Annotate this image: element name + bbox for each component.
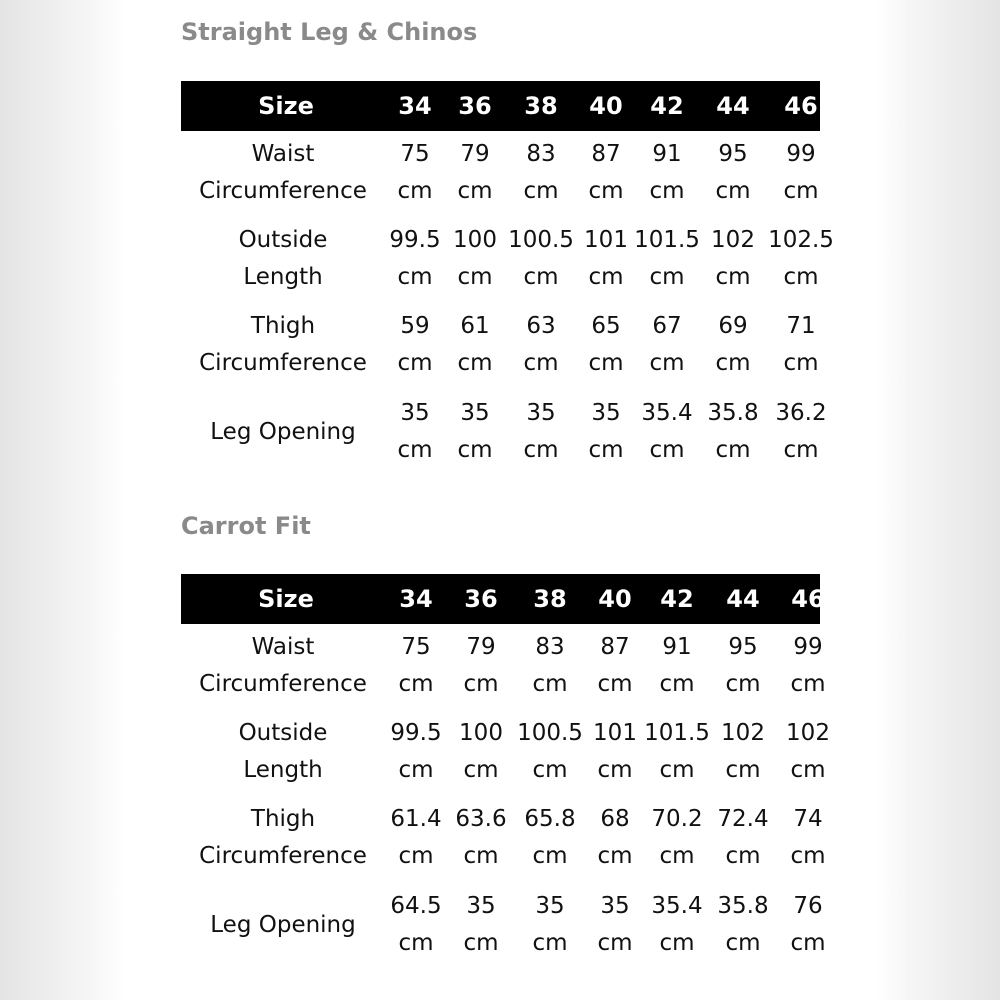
cell-value: 100: [459, 720, 503, 746]
cell-unit: cm: [649, 264, 685, 290]
cell-unit: cm: [398, 843, 434, 869]
cell-unit: cm: [463, 930, 499, 956]
row-label-line: Leg Opening: [210, 418, 356, 445]
cell-value: 35.4: [651, 893, 703, 919]
cell-unit: cm: [715, 264, 751, 290]
cell-unit: cm: [783, 437, 819, 463]
row-label: [181, 715, 385, 789]
cell-value: 75: [400, 141, 430, 167]
row-label-line: Waist: [251, 634, 315, 660]
header-size-42: 42: [650, 92, 684, 120]
cell-unit: cm: [588, 178, 624, 204]
row-label-line: Circumference: [199, 671, 367, 697]
table-cell: [775, 395, 826, 469]
cell-value: 95: [728, 634, 758, 660]
table-cell: [597, 629, 632, 703]
row-label: [181, 308, 385, 382]
cell-value: 101: [593, 720, 637, 746]
table-cell: [459, 715, 503, 789]
cell-unit: cm: [463, 843, 499, 869]
table-cell: [649, 308, 684, 382]
cell-unit: cm: [588, 437, 624, 463]
table-cell: [517, 715, 583, 789]
cell-value: 79: [460, 141, 490, 167]
cell-unit: cm: [659, 757, 695, 783]
cell-value: 35: [466, 893, 496, 919]
header-size-label: Size: [258, 92, 314, 120]
header-size-34: 34: [398, 92, 432, 120]
table-cell: [644, 715, 710, 789]
row-label-line: Circumference: [199, 350, 367, 376]
cell-value: 95: [718, 141, 748, 167]
cell-unit: cm: [457, 264, 493, 290]
size-table-carrot-fit: [181, 574, 830, 964]
cell-value: 87: [600, 634, 630, 660]
cell-unit: cm: [457, 178, 493, 204]
cell-value: 100.5: [508, 227, 574, 253]
cell-unit: cm: [597, 757, 633, 783]
cell-unit: cm: [523, 178, 559, 204]
cell-value: 100: [453, 227, 497, 253]
table-header-row: [181, 81, 820, 131]
size-table-straight-leg: [181, 81, 834, 471]
cell-value: 35: [400, 400, 430, 426]
cell-value: 63.6: [455, 806, 507, 832]
cell-unit: cm: [397, 350, 433, 376]
table-cell: [597, 888, 632, 962]
table-cell: [717, 888, 768, 962]
cell-unit: cm: [523, 264, 559, 290]
cell-unit: cm: [725, 930, 761, 956]
cell-unit: cm: [790, 930, 826, 956]
cell-unit: cm: [523, 437, 559, 463]
table-cell: [790, 629, 825, 703]
cell-value: 35: [526, 400, 556, 426]
table-cell: [397, 395, 432, 469]
cell-unit: cm: [398, 930, 434, 956]
table-cell: [457, 136, 492, 210]
cell-value: 102.5: [768, 227, 834, 253]
cell-unit: cm: [649, 437, 685, 463]
cell-unit: cm: [715, 350, 751, 376]
cell-value: 65.8: [524, 806, 576, 832]
row-label: [181, 801, 385, 875]
table-cell: [790, 888, 825, 962]
header-size-40: 40: [589, 92, 623, 120]
cell-value: 35.4: [641, 400, 693, 426]
cell-value: 99.5: [390, 720, 442, 746]
cell-value: 101.5: [634, 227, 700, 253]
table-cell: [390, 888, 441, 962]
cell-unit: cm: [398, 671, 434, 697]
row-label: [181, 136, 385, 210]
cell-value: 79: [466, 634, 496, 660]
cell-unit: cm: [659, 843, 695, 869]
table-cell: [768, 222, 834, 296]
cell-unit: cm: [725, 757, 761, 783]
cell-value: 35.8: [717, 893, 769, 919]
cell-value: 101.5: [644, 720, 710, 746]
header-size-38: 38: [533, 585, 567, 613]
cell-unit: cm: [649, 178, 685, 204]
header-size-36: 36: [458, 92, 492, 120]
table-cell: [790, 801, 825, 875]
cell-value: 99.5: [389, 227, 441, 253]
cell-value: 67: [652, 313, 682, 339]
cell-value: 35.8: [707, 400, 759, 426]
row-label-line: Outside: [238, 227, 328, 253]
cell-unit: cm: [457, 437, 493, 463]
table-cell: [783, 136, 818, 210]
header-size-34: 34: [399, 585, 433, 613]
cell-value: 61.4: [390, 806, 442, 832]
table-header-row: [181, 574, 825, 624]
cell-unit: cm: [532, 930, 568, 956]
cell-unit: cm: [783, 350, 819, 376]
row-label-line: Thigh: [250, 313, 316, 339]
table-cell: [721, 715, 765, 789]
cell-unit: cm: [532, 757, 568, 783]
header-size-46: 46: [791, 585, 825, 613]
cell-value: 74: [793, 806, 823, 832]
cell-unit: cm: [659, 671, 695, 697]
cell-value: 99: [793, 634, 823, 660]
cell-value: 102: [786, 720, 830, 746]
cell-unit: cm: [725, 671, 761, 697]
row-label-line: Outside: [238, 720, 328, 746]
cell-value: 102: [711, 227, 755, 253]
table-cell: [390, 801, 441, 875]
header-size-40: 40: [598, 585, 632, 613]
table-cell: [715, 308, 750, 382]
row-label: [181, 907, 385, 944]
table-cell: [397, 136, 432, 210]
cell-unit: cm: [532, 671, 568, 697]
table-cell: [397, 308, 432, 382]
cell-unit: cm: [588, 264, 624, 290]
header-size-38: 38: [524, 92, 558, 120]
cell-unit: cm: [790, 671, 826, 697]
cell-unit: cm: [532, 843, 568, 869]
cell-value: 35: [460, 400, 490, 426]
header-size-44: 44: [726, 585, 760, 613]
cell-unit: cm: [725, 843, 761, 869]
cell-unit: cm: [715, 437, 751, 463]
cell-value: 75: [401, 634, 431, 660]
cell-value: 65: [591, 313, 621, 339]
table-cell: [588, 136, 623, 210]
row-label-line: Circumference: [199, 178, 367, 204]
cell-unit: cm: [659, 930, 695, 956]
table-cell: [532, 629, 567, 703]
cell-value: 91: [652, 141, 682, 167]
cell-value: 63: [526, 313, 556, 339]
header-size-44: 44: [716, 92, 750, 120]
table-cell: [457, 395, 492, 469]
cell-unit: cm: [398, 757, 434, 783]
table-cell: [524, 801, 575, 875]
table-cell: [532, 888, 567, 962]
cell-unit: cm: [463, 757, 499, 783]
row-label: [181, 222, 385, 296]
table-cell: [508, 222, 574, 296]
table-cell: [584, 222, 628, 296]
table-cell: [717, 801, 768, 875]
cell-value: 70.2: [651, 806, 703, 832]
cell-unit: cm: [783, 264, 819, 290]
cell-value: 35: [535, 893, 565, 919]
table-cell: [389, 222, 440, 296]
table-cell: [455, 801, 506, 875]
cell-unit: cm: [790, 843, 826, 869]
row-label-line: Length: [243, 264, 323, 290]
cell-value: 61: [460, 313, 490, 339]
cell-value: 83: [526, 141, 556, 167]
header-size-label: Size: [258, 585, 314, 613]
table-cell: [651, 801, 702, 875]
cell-unit: cm: [397, 264, 433, 290]
table-cell: [523, 308, 558, 382]
cell-value: 71: [786, 313, 816, 339]
cell-value: 99: [786, 141, 816, 167]
cell-value: 87: [591, 141, 621, 167]
table-cell: [715, 136, 750, 210]
cell-value: 91: [662, 634, 692, 660]
row-label-line: Waist: [251, 141, 315, 167]
row-label-line: Thigh: [250, 806, 316, 832]
table-cell: [641, 395, 692, 469]
table-cell: [523, 395, 558, 469]
row-label: [181, 414, 385, 451]
cell-value: 35: [600, 893, 630, 919]
table-cell: [783, 308, 818, 382]
table-cell: [593, 715, 637, 789]
section-title-straight-leg: Straight Leg & Chinos: [181, 18, 478, 46]
cell-unit: cm: [397, 437, 433, 463]
table-cell: [523, 136, 558, 210]
cell-value: 35: [591, 400, 621, 426]
cell-value: 102: [721, 720, 765, 746]
table-cell: [711, 222, 755, 296]
table-cell: [398, 629, 433, 703]
cell-value: 101: [584, 227, 628, 253]
cell-unit: cm: [523, 350, 559, 376]
table-cell: [588, 308, 623, 382]
cell-unit: cm: [649, 350, 685, 376]
cell-value: 100.5: [517, 720, 583, 746]
row-label-line: Leg Opening: [210, 911, 356, 938]
table-cell: [649, 136, 684, 210]
table-cell: [588, 395, 623, 469]
header-size-36: 36: [464, 585, 498, 613]
cell-unit: cm: [397, 178, 433, 204]
table-cell: [725, 629, 760, 703]
cell-unit: cm: [597, 671, 633, 697]
table-cell: [659, 629, 694, 703]
cell-unit: cm: [463, 671, 499, 697]
cell-value: 76: [793, 893, 823, 919]
cell-unit: cm: [783, 178, 819, 204]
table-cell: [597, 801, 632, 875]
cell-unit: cm: [597, 843, 633, 869]
cell-value: 69: [718, 313, 748, 339]
cell-unit: cm: [588, 350, 624, 376]
section-title-carrot-fit: Carrot Fit: [181, 512, 311, 540]
cell-value: 72.4: [717, 806, 769, 832]
cell-unit: cm: [790, 757, 826, 783]
row-label: [181, 629, 385, 703]
cell-value: 59: [400, 313, 430, 339]
cell-value: 83: [535, 634, 565, 660]
cell-value: 64.5: [390, 893, 442, 919]
header-size-46: 46: [784, 92, 818, 120]
cell-unit: cm: [457, 350, 493, 376]
table-cell: [651, 888, 702, 962]
table-cell: [463, 888, 498, 962]
table-cell: [453, 222, 497, 296]
table-cell: [390, 715, 441, 789]
table-cell: [707, 395, 758, 469]
table-cell: [634, 222, 700, 296]
table-cell: [463, 629, 498, 703]
row-label-line: Length: [243, 757, 323, 783]
cell-unit: cm: [715, 178, 751, 204]
row-label-line: Circumference: [199, 843, 367, 869]
table-cell: [786, 715, 830, 789]
header-size-42: 42: [660, 585, 694, 613]
table-cell: [457, 308, 492, 382]
cell-value: 36.2: [775, 400, 827, 426]
cell-unit: cm: [597, 930, 633, 956]
cell-value: 68: [600, 806, 630, 832]
